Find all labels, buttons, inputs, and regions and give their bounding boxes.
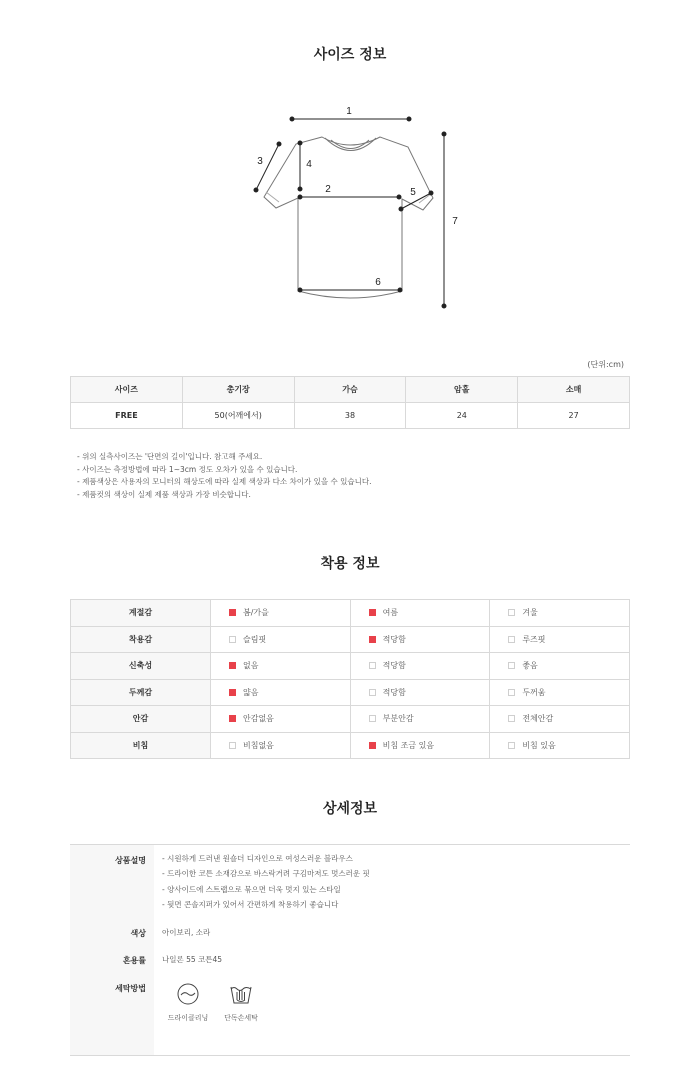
checked-box-icon: [229, 689, 236, 696]
description-line: - 시원하게 드러낸 원숄더 디자인으로 여성스러운 블라우스: [162, 854, 353, 863]
table-row: [71, 600, 630, 627]
size-notes: [77, 451, 372, 501]
unchecked-box-icon: [508, 742, 515, 749]
size-header-length: 총기장: [182, 377, 294, 403]
wash-item-dry-clean: [163, 981, 213, 1023]
diagram-label-3: 3: [257, 156, 263, 167]
table-row: [71, 626, 630, 653]
fit-row-label: 두께감: [71, 679, 211, 706]
fit-option: 여름: [350, 600, 490, 627]
fit-row-label: 비침: [71, 732, 211, 759]
checked-box-icon: [369, 636, 376, 643]
fit-option: 적당함: [350, 679, 490, 706]
size-table-header-row: [71, 377, 630, 403]
fit-info-title: 착용 정보: [320, 556, 380, 572]
diagram-label-1: 1: [346, 106, 352, 117]
size-cell-sleeve: 27: [518, 403, 630, 429]
tshirt-size-diagram: [0, 95, 700, 320]
fit-option: 비침 조금 있음: [350, 732, 490, 759]
size-header-size: 사이즈: [71, 377, 183, 403]
checked-box-icon: [369, 742, 376, 749]
size-cell-armhole: 24: [406, 403, 518, 429]
fit-option: 두꺼움: [490, 679, 630, 706]
unchecked-box-icon: [229, 742, 236, 749]
fit-option: 안감없음: [211, 706, 351, 733]
fit-option: 비침 있음: [490, 732, 630, 759]
table-row: [71, 679, 630, 706]
checked-box-icon: [229, 609, 236, 616]
size-cell-chest: 38: [294, 403, 406, 429]
fit-option: 슬림핏: [211, 626, 351, 653]
diagram-label-2: 2: [325, 184, 331, 195]
size-table: [70, 376, 630, 429]
unchecked-box-icon: [369, 689, 376, 696]
description-line: - 드라이한 코튼 소재감으로 바스락거려 구김마저도 멋스러운 핏: [162, 869, 370, 879]
hand-wash-icon: [228, 981, 254, 1007]
material-label: 혼용률: [122, 956, 146, 965]
unchecked-box-icon: [508, 662, 515, 669]
description-line: - 뒷면 콘솔지퍼가 있어서 간편하게 착용하기 좋습니다: [162, 900, 339, 910]
fit-option: 적당함: [350, 626, 490, 653]
unchecked-box-icon: [369, 715, 376, 722]
fit-option: 적당함: [350, 653, 490, 680]
checked-box-icon: [229, 715, 236, 722]
wash-item-label: 드라이클리닝: [167, 1014, 209, 1022]
fit-option: 봄/가을: [211, 600, 351, 627]
fit-option: 얇음: [211, 679, 351, 706]
size-note: - 제품색상은 사용자의 모니터의 해상도에 따라 실제 색상과 다소 차이가 있을 수 있습니다.: [77, 477, 372, 487]
measurement-lines: [254, 117, 446, 308]
color-value: 아이보리, 소라: [162, 928, 211, 937]
fit-option: 비침없음: [211, 732, 351, 759]
size-cell-size: FREE: [71, 403, 183, 429]
description-label: 상품설명: [115, 856, 146, 865]
checked-box-icon: [369, 609, 376, 616]
unchecked-box-icon: [508, 609, 515, 616]
size-info-title: 사이즈 정보: [313, 47, 387, 63]
fit-row-label: 신축성: [71, 653, 211, 680]
size-note: - 사이즈는 측정방법에 따라 1~3cm 정도 오차가 있을 수 있습니다.: [77, 464, 298, 474]
size-header-chest: 가슴: [294, 377, 406, 403]
unchecked-box-icon: [508, 689, 515, 696]
description-list: [162, 851, 370, 913]
detail-label-column: [70, 845, 154, 1055]
wash-item-label: 단독손세탁: [224, 1014, 258, 1022]
unchecked-box-icon: [369, 662, 376, 669]
fit-table: [70, 599, 630, 759]
size-header-armhole: 암홀: [406, 377, 518, 403]
fit-option: 좋음: [490, 653, 630, 680]
fit-row-label: 착용감: [71, 626, 211, 653]
unchecked-box-icon: [229, 636, 236, 643]
detail-info-panel: [70, 844, 630, 1056]
dry-clean-icon: [175, 981, 201, 1007]
tshirt-outline: [264, 137, 433, 298]
table-row: [71, 653, 630, 680]
diagram-label-7: 7: [452, 216, 458, 227]
table-row: [71, 403, 630, 429]
color-label: 색상: [130, 929, 146, 938]
size-cell-length: 50(어깨에서): [182, 403, 294, 429]
unchecked-box-icon: [508, 636, 515, 643]
fit-option: 전체안감: [490, 706, 630, 733]
wash-label: 세탁방법: [115, 984, 146, 993]
unchecked-box-icon: [508, 715, 515, 722]
checked-box-icon: [229, 662, 236, 669]
size-header-sleeve: 소매: [518, 377, 630, 403]
description-line: - 양사이드에 스트랩으로 묶으면 더욱 멋지 있는 스타일: [162, 884, 341, 894]
table-row: [71, 706, 630, 733]
unit-label: (단위:cm): [587, 360, 624, 369]
material-value: 나일론 55 코튼45: [162, 955, 223, 964]
wash-item-hand-wash: [216, 981, 266, 1023]
fit-option: 루즈핏: [490, 626, 630, 653]
fit-option: 없음: [211, 653, 351, 680]
detail-info-title: 상세정보: [322, 801, 378, 817]
diagram-label-5: 5: [410, 187, 416, 198]
size-note: - 위의 실측사이즈는 '단면의 길이'입니다. 참고해 주세요.: [77, 452, 263, 461]
size-note: - 제품컷의 색상이 실제 제품 색상과 가장 비슷합니다.: [77, 489, 251, 499]
fit-option: 겨울: [490, 600, 630, 627]
table-row: [71, 732, 630, 759]
diagram-label-4: 4: [306, 159, 312, 170]
fit-row-label: 안감: [71, 706, 211, 733]
diagram-label-6: 6: [375, 277, 381, 288]
fit-row-label: 계절감: [71, 600, 211, 627]
fit-option: 부분안감: [350, 706, 490, 733]
